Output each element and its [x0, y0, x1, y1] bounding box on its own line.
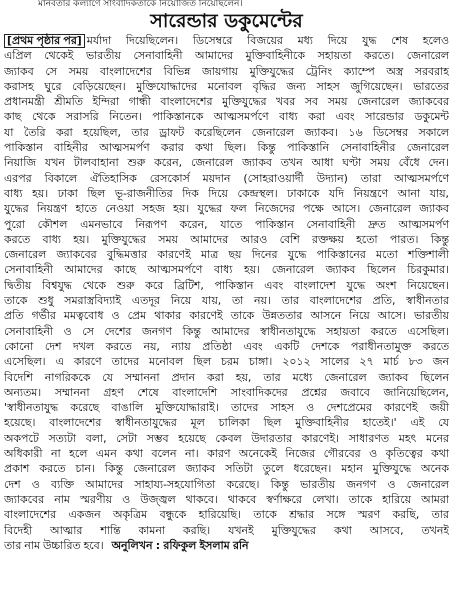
article-line: প্রধানমন্ত্রী শ্রীমতি ইন্দিরা গান্ধী বাংলাদেশের মুক্তিযুদ্ধের খবর সব সময় জেনারেল জ্যাকবের — [4, 95, 449, 109]
article-line: এরপর বিকালে ঐতিহাসিক রেসকোর্স ময়দান (সোহরাওয়ার্দী উদ্যান) তারা আত্মসমর্পণে — [4, 171, 449, 185]
article-line: তাকে শুধু সমরাস্ত্রবিদ্যাই এতদূর নিয়ে যায়, তা নয়। তার বাংলাদেশের প্রতি, স্বাধীনতার — [4, 294, 449, 308]
article-line: পুরো কৌশল এমনভাবে নিরূপণ করেন, যাতে পাকিস্তান সেনাবাহিনী দ্রুত আত্মসমর্পণ — [4, 217, 449, 231]
article-title: সারেন্ডার ডকুমেন্টের — [150, 10, 303, 32]
article-body — [4, 33, 449, 553]
article-line: এসেছিল। এ কারণে তাদের মনোবল ছিল চরম চাঙ্গা। ২০১২ সালের ২৭ মার্চ ৮৩ জন — [4, 355, 449, 369]
article-line: প্রকাশ করতে চান। কিন্তু জেনারেল জ্যাকব সতিটা তুলে ধরেছেন। মহান মুক্তিযুদ্ধে অনেক — [4, 462, 449, 476]
article-line: অন্যতম। সম্মাননা গ্রহণ শেষে বাংলাদেশি সাংবাদিকদের প্রশ্নের জবাবে জানিয়েছিলেন, — [4, 385, 449, 399]
article-line: সেনাবাহিনী আমাদের কাছে আত্মসমর্পণে বাধ্য হয়। জেনারেল জ্যাকব ছিলেন চিরকুমার। — [4, 263, 449, 277]
article-line: পাকিস্তান বাহিনীর আত্মসমর্পণ করার কথা ছিল। কিন্তু পাকিস্তানি সেনাবাহিনীর জেনারেল — [4, 141, 449, 155]
article-line: বাংলাদেশের একজন অকৃত্রিম বন্ধুকে হারিয়েছি। তাকে শ্রদ্ধার সঙ্গে স্মরণ করছি, তার — [4, 508, 449, 522]
article-line: কোনো দেশ দখল করতে নয়, ন্যায় প্রতিষ্ঠা এবং একটি দেশকে পরাধীনতামুক্ত করতে — [4, 339, 449, 353]
article-line: বাধ্য হয়। ঢাকা ছিল ভূ-রাজনীতির দিক দিয়ে কেন্দ্রস্থল। ঢাকাকে যদি নিয়ন্ত্রণে আনা যায়, — [4, 186, 449, 200]
article-line-text: মর্যাদা দিয়েছিলেন। ডিসেম্বরে বিজয়ের মধ্য দিয়ে যুদ্ধ শেষ হলেও — [86, 34, 449, 47]
article-line: জ্যাকব সে সময় বাংলাদেশের বিভিন্ন জায়গায় মুক্তিযুদ্ধের ট্রেনিং ক্যাম্পে অস্ত্র সরবরাহ — [4, 64, 449, 78]
article-line: এপ্রিল থেকেই ভারতীয় সেনাবাহিনী আমাদের মুক্তিবাহিনীকে সহায়তা করতে। জেনারেল — [4, 49, 449, 63]
article-line: 'স্বাধীনতাযুদ্ধ করেছে বাঙালি মুক্তিযোদ্ধারাই। তাদের সাহস ও দেশপ্রেমের কারণেই জয়ী — [4, 401, 449, 415]
continuation-marker: [প্রথম পৃষ্ঠার পর] — [4, 34, 85, 48]
article-line: সেনাবাহিনী ও সে দেশের জনগণ কিন্তু আমাদের স্বাধীনতাযুদ্ধে সহায়তা করতে এসেছিল। — [4, 324, 449, 338]
article-final-line — [4, 538, 449, 553]
article-line: হয়েছে। বাংলাদেশের স্বাধীনতাযুদ্ধের মূল চালিকা ছিল মুক্তিবাহিনীর হাতেই।' এই যে — [4, 416, 449, 430]
article-line: বিদেহী আত্মার শান্তি কামনা করছি। যখনই মুক্তিযুদ্ধের কথা আসবে, তখনই — [4, 523, 449, 537]
author-credit: অনুলিখন : রফিকুল ইসলাম রনি — [111, 538, 249, 552]
article-line: প্রতি গর্ভীর মমত্ববোধ ও প্রেম থাকার কারণেই তাকে উন্নততার আসনে নিয়ে আসে। ভারতীয় — [4, 309, 449, 323]
article-line: অকপটে সত্যটা বলা, সেটা সম্ভব হয়েছে কেবল উদারতার কারণেই। সাধারণত মহৎ মনের — [4, 431, 449, 445]
article-line: জ্যাকবের নাম স্মরণীয় ও উজ্জ্বল থাকবে। থাকবে স্বর্ণাক্ষরে লেখা। তাকে হারিয়ে আমরা — [4, 492, 449, 506]
article-line: করাসহ ঘুরে বেড়িয়েছেন। মুক্তিযোদ্ধাদের মনোবল বৃদ্ধির জন্য সাহস জুগিয়েছেন। ভারতের — [4, 79, 449, 93]
article-line — [4, 33, 449, 48]
article-line: জেনারেল জ্যাকবের বুদ্ধিমত্তার কারণেই মাত্র ছয় দিনের যুদ্ধে পাকিস্তানের মতো শক্তিশালী — [4, 248, 449, 262]
article-line: বিদেশি নাগরিককে যে সম্মাননা প্রদান করা হয়, তার মধ্যে জেনারেল জ্যাকব ছিলেন — [4, 370, 449, 384]
article-line: দ্বিতীয় বিশ্বযুদ্ধ থেকে শুরু করে ব্রিটিশ, পাকিস্তান এবং বাংলাদেশ যুদ্ধে অংশ নিয়েছেন। — [4, 278, 449, 292]
article-line: করতে বাধ্য হয়। মুক্তিযুদ্ধের সময় আমাদের আরও বেশি রক্তক্ষয় হতো পারত। কিন্তু — [4, 232, 449, 246]
article-line: কাছ থেকে সরাসরি নিতেন। পাকিস্তানকে আত্মসমর্পণে বাধ্য করা এবং সারেন্ডার ডকুমেন্ট — [4, 110, 449, 124]
article-line-text: তার নাম উচ্চারিত হবে। — [4, 538, 104, 552]
article-line: দেশ ও ব্যক্তি আমাদের সাহায্য-সহযোগিতা করেছে। কিন্তু ভারতীয় জনগণ ও জেনারেল — [4, 477, 449, 491]
article-line: যা তৈরি করা হয়েছিল, তার ড্রাফট করেছিলেন জেনারেল জ্যাকব। ১৬ ডিসেম্বর সকালে — [4, 125, 449, 139]
article-line: যুদ্ধের নিয়ন্ত্রণ হাতে নেওয়া সহজ হয়। যুদ্ধের ফল নিজেদের পক্ষে আসে। জেনারেল জ্যাকব — [4, 202, 449, 216]
article-line: নিয়াজি যখন টালবাহানা শুরু করেন, জেনারেল জ্যাকব তখন আধা ঘণ্টা সময় বেঁধে দেন। — [4, 156, 449, 170]
article-line: অধিকারী না হলে এমন কথা বলেন না। কারণ অনেকেই নিজের গৌরবের ও কৃতিত্বের কথা — [4, 447, 449, 461]
top-cut-text: মানবতার কল্যাণে সাংবাদিকতাকে নিয়োজিত নিয়েছিলেন। — [38, 0, 243, 8]
